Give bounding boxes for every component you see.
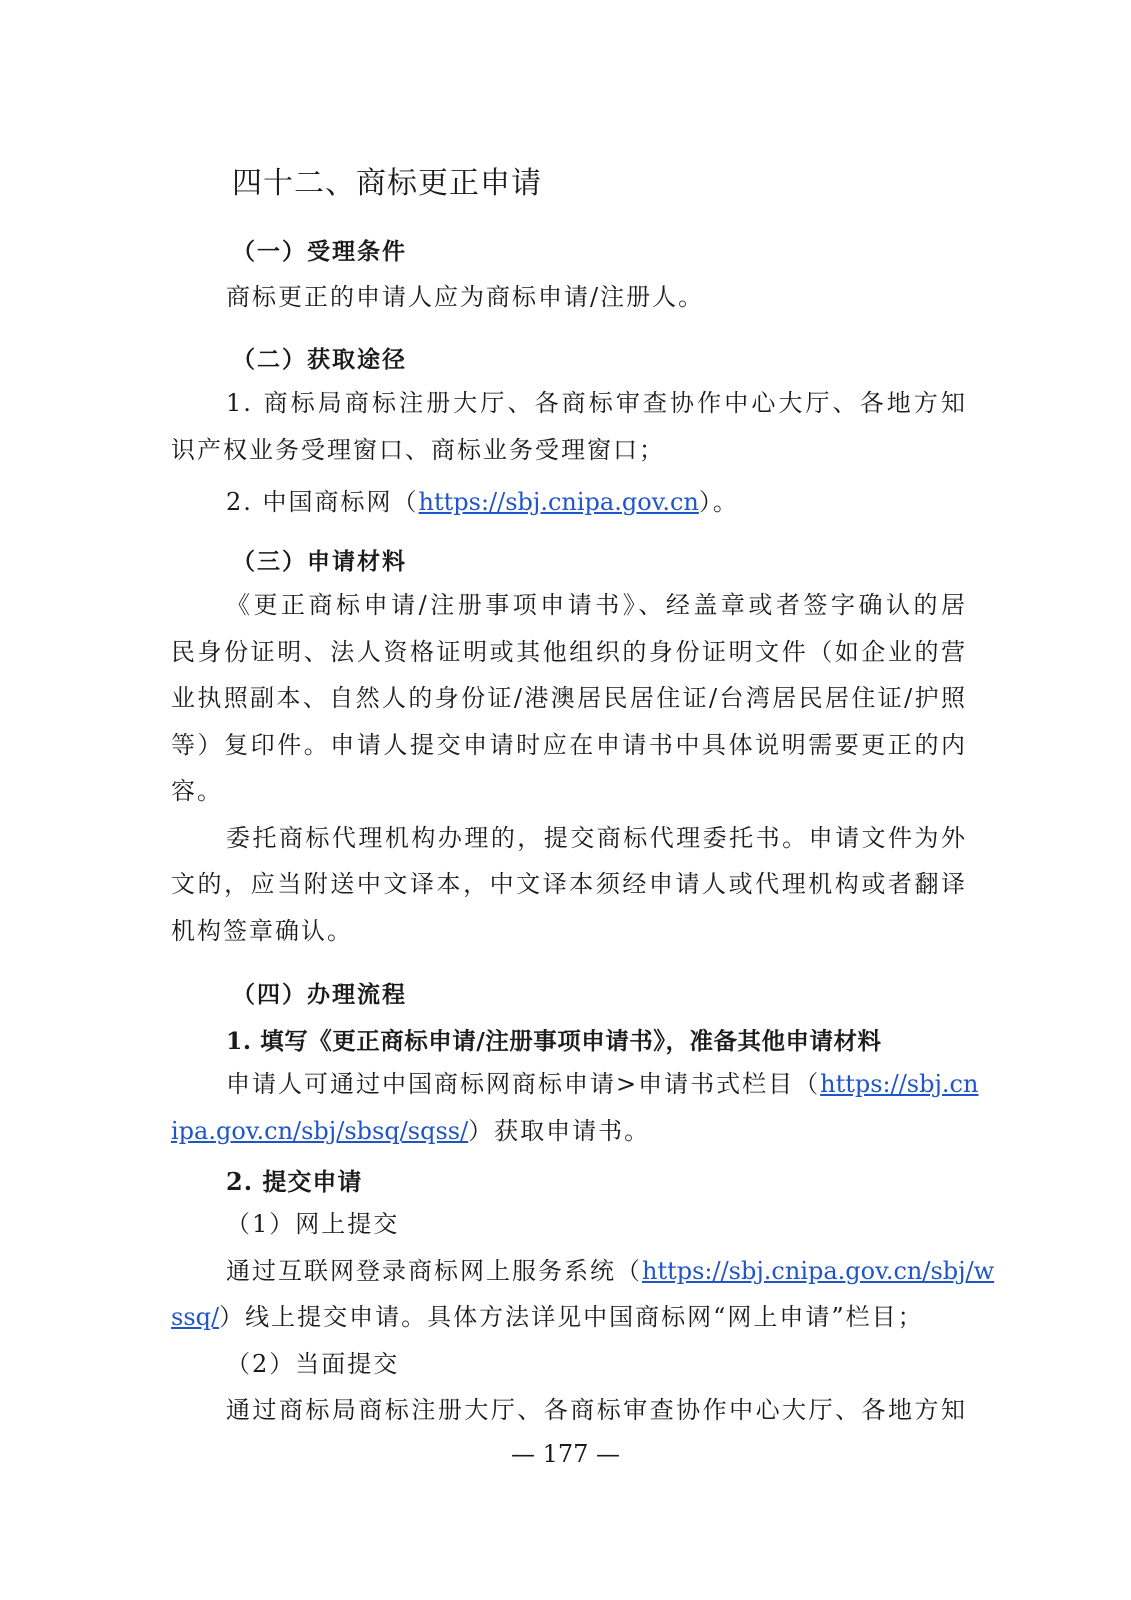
- section-heading-acceptance-conditions: （一）受理条件: [232, 239, 407, 265]
- page-number: — 177 —: [510, 1440, 621, 1468]
- paragraph-line: 业执照副本、自然人的身份证/港澳居民居住证/台湾居民居住证/护照: [171, 684, 967, 712]
- online-service-system-link-continued[interactable]: ssq/: [171, 1303, 220, 1331]
- paragraph-line: 通过商标局商标注册大厅、各商标审查协作中心大厅、各地方知: [226, 1396, 967, 1424]
- paragraph-line: [171, 1115, 650, 1147]
- section-heading-access-channels: （二）获取途径: [232, 347, 407, 373]
- list-item-line: 识产权业务受理窗口、商标业务受理窗口；: [171, 436, 665, 464]
- list-item-suffix: ）。: [698, 488, 739, 516]
- paragraph-line: 商标更正的申请人应为商标申请/注册人。: [226, 283, 705, 311]
- section-heading-application-materials: （三）申请材料: [232, 549, 407, 575]
- application-forms-link-continued[interactable]: ipa.gov.cn/sbj/sbsq/sqss/: [171, 1117, 469, 1145]
- paragraph-text: 通过互联网登录商标网上服务系统（: [226, 1257, 642, 1285]
- paragraph-line: 容。: [171, 777, 223, 805]
- list-item-line: 1. 商标局商标注册大厅、各商标审查协作中心大厅、各地方知: [226, 389, 967, 417]
- step-heading-submit: 2. 提交申请: [226, 1167, 363, 1196]
- section-heading-procedure: （四）办理流程: [232, 982, 407, 1008]
- online-service-system-link[interactable]: https://sbj.cnipa.gov.cn/sbj/w: [642, 1257, 995, 1285]
- paragraph-line: 文的，应当附送中文译本，中文译本须经申请人或代理机构或者翻译: [171, 870, 967, 898]
- paragraph-line: 委托商标代理机构办理的，提交商标代理委托书。申请文件为外: [226, 824, 967, 852]
- cnipa-website-link[interactable]: https://sbj.cnipa.gov.cn: [418, 488, 699, 516]
- page-title: 四十二、商标更正申请: [232, 166, 542, 201]
- paragraph-line: [226, 1068, 978, 1100]
- paragraph-text: ）线上提交申请。具体方法详见中国商标网“网上申请”栏目；: [219, 1303, 924, 1331]
- paragraph-line: 等）复印件。申请人提交申请时应在申请书中具体说明需要更正的内: [171, 731, 967, 759]
- application-forms-link[interactable]: https://sbj.cn: [820, 1070, 979, 1098]
- submit-method-label-in-person: （2）当面提交: [226, 1350, 400, 1378]
- paragraph-text: 申请人可通过中国商标网商标申请>申请书式栏目（: [226, 1070, 821, 1098]
- paragraph-line: 机构签章确认。: [171, 917, 353, 945]
- paragraph-line: [226, 1255, 994, 1287]
- paragraph-text: ）获取申请书。: [468, 1117, 651, 1145]
- list-item-prefix: 2. 中国商标网（: [226, 488, 419, 516]
- paragraph-line: 《更正商标申请/注册事项申请书》、经盖章或者签字确认的居: [226, 591, 967, 619]
- paragraph-line: 民身份证明、法人资格证明或其他组织的身份证明文件（如企业的营: [171, 638, 967, 666]
- list-item: [226, 482, 739, 517]
- paragraph-line: [171, 1301, 924, 1333]
- submit-method-label-online: （1）网上提交: [226, 1210, 400, 1238]
- step-heading-fill-form: 1. 填写《更正商标申请/注册事项申请书》，准备其他申请材料: [226, 1027, 882, 1055]
